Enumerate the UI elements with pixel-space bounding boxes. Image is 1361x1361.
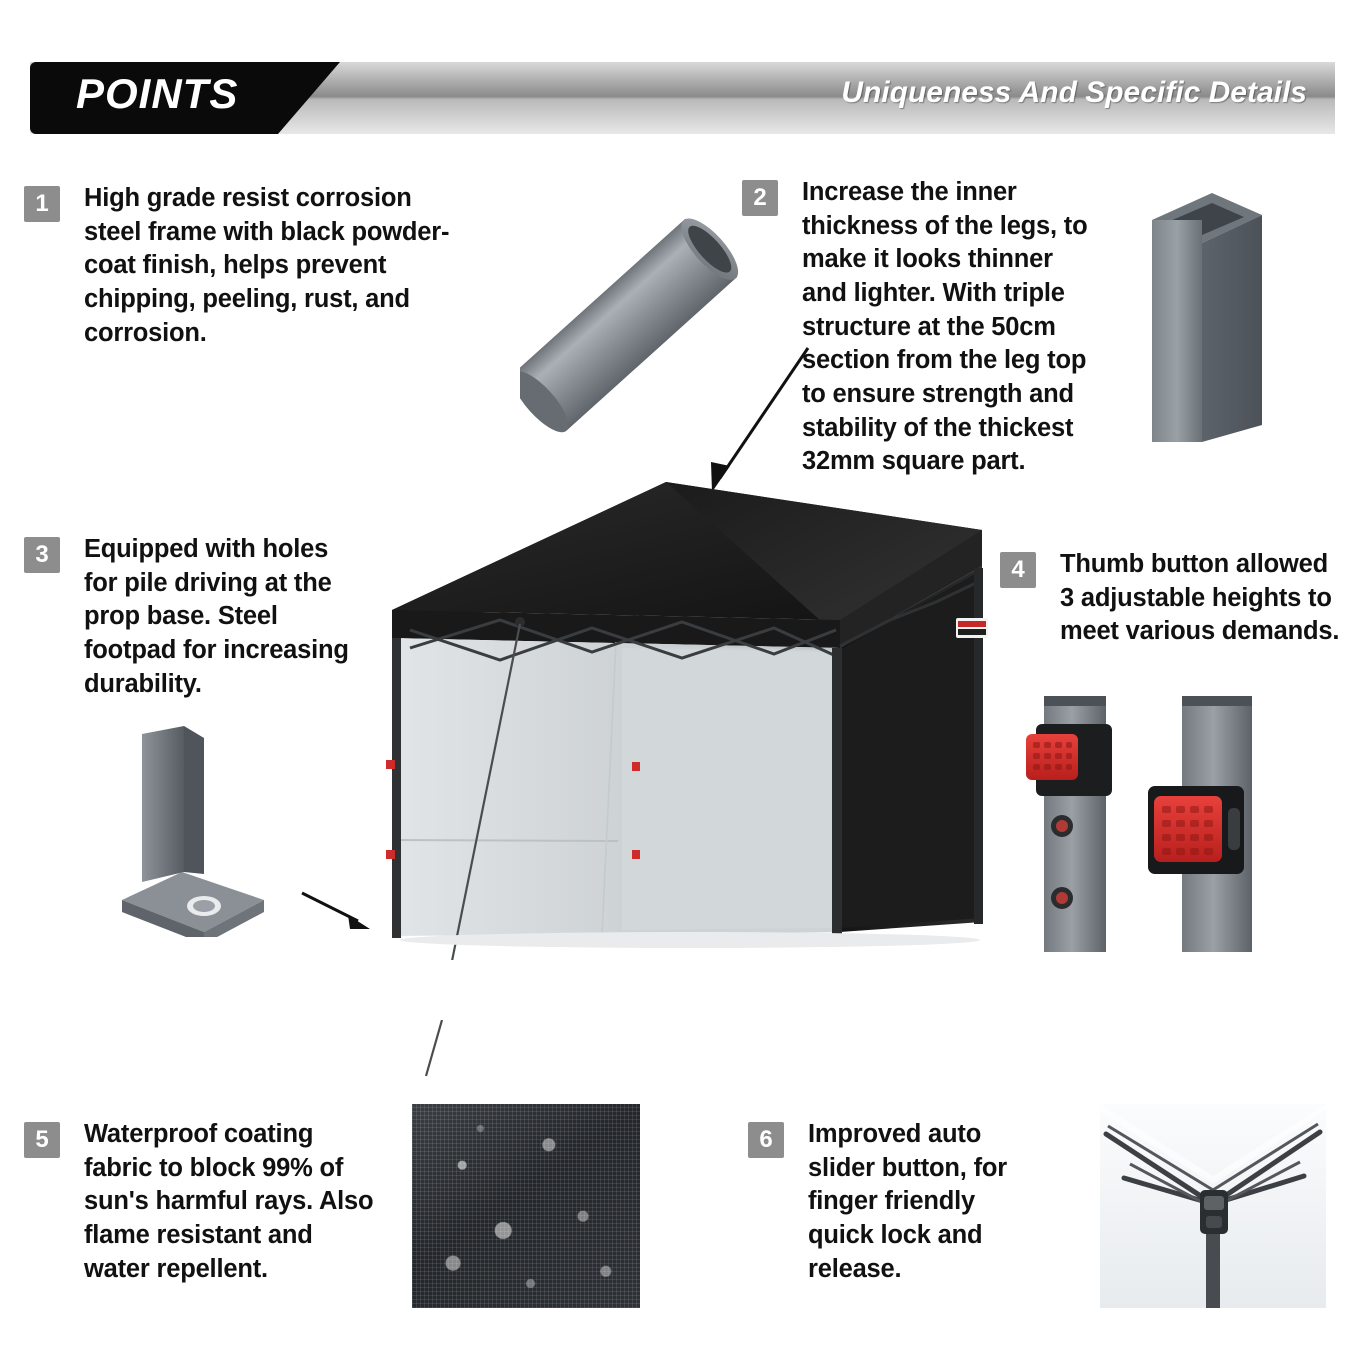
point-3-number: 3 xyxy=(24,537,60,573)
canopy-underside-slider-photo xyxy=(1100,1104,1326,1308)
point-1-text: High grade resist corrosion steel frame with black powder-coat finish, helps prevent chipping, peeling, rust, and corrosion. xyxy=(84,184,450,347)
point-4-text: Thumb button allowed 3 adjustable heights to meet various demands. xyxy=(1060,550,1340,646)
header-subtitle: Uniqueness And Specific Details xyxy=(841,76,1307,109)
point-6-text: Improved auto slider button, for finger friendly quick lock and release. xyxy=(808,1120,1007,1283)
header-badge-label: POINTS xyxy=(76,70,239,117)
point-3-arrow xyxy=(300,885,380,935)
point-1-number: 1 xyxy=(24,186,60,222)
point-2-text: Increase the inner thickness of the legs, to make it looks thinner and lighter. With triple structure at the 50cm section from the leg top to ensure strength and stability of the thickest 32mm square part. xyxy=(802,178,1088,476)
point-4-number: 4 xyxy=(1000,552,1036,588)
point-3-text: Equipped with holes for pile driving at the prop base. Steel footpad for increasing durability. xyxy=(84,535,349,698)
point-6-number: 6 xyxy=(748,1122,784,1158)
square-leg-tube-icon xyxy=(1140,185,1290,450)
thumb-button-pair-icon xyxy=(1022,690,1312,958)
header-banner xyxy=(30,62,1335,134)
waterproof-fabric-swatch xyxy=(412,1104,640,1308)
point-2-number: 2 xyxy=(742,180,778,216)
point-5-text: Waterproof coating fabric to block 99% of sun's harmful rays. Also flame resistant and water repellent. xyxy=(84,1120,374,1283)
canopy-guy-line xyxy=(420,1020,450,1080)
point-5-number: 5 xyxy=(24,1122,60,1158)
canopy-tent-illustration xyxy=(370,470,1010,960)
steel-footpad-icon xyxy=(112,722,282,937)
